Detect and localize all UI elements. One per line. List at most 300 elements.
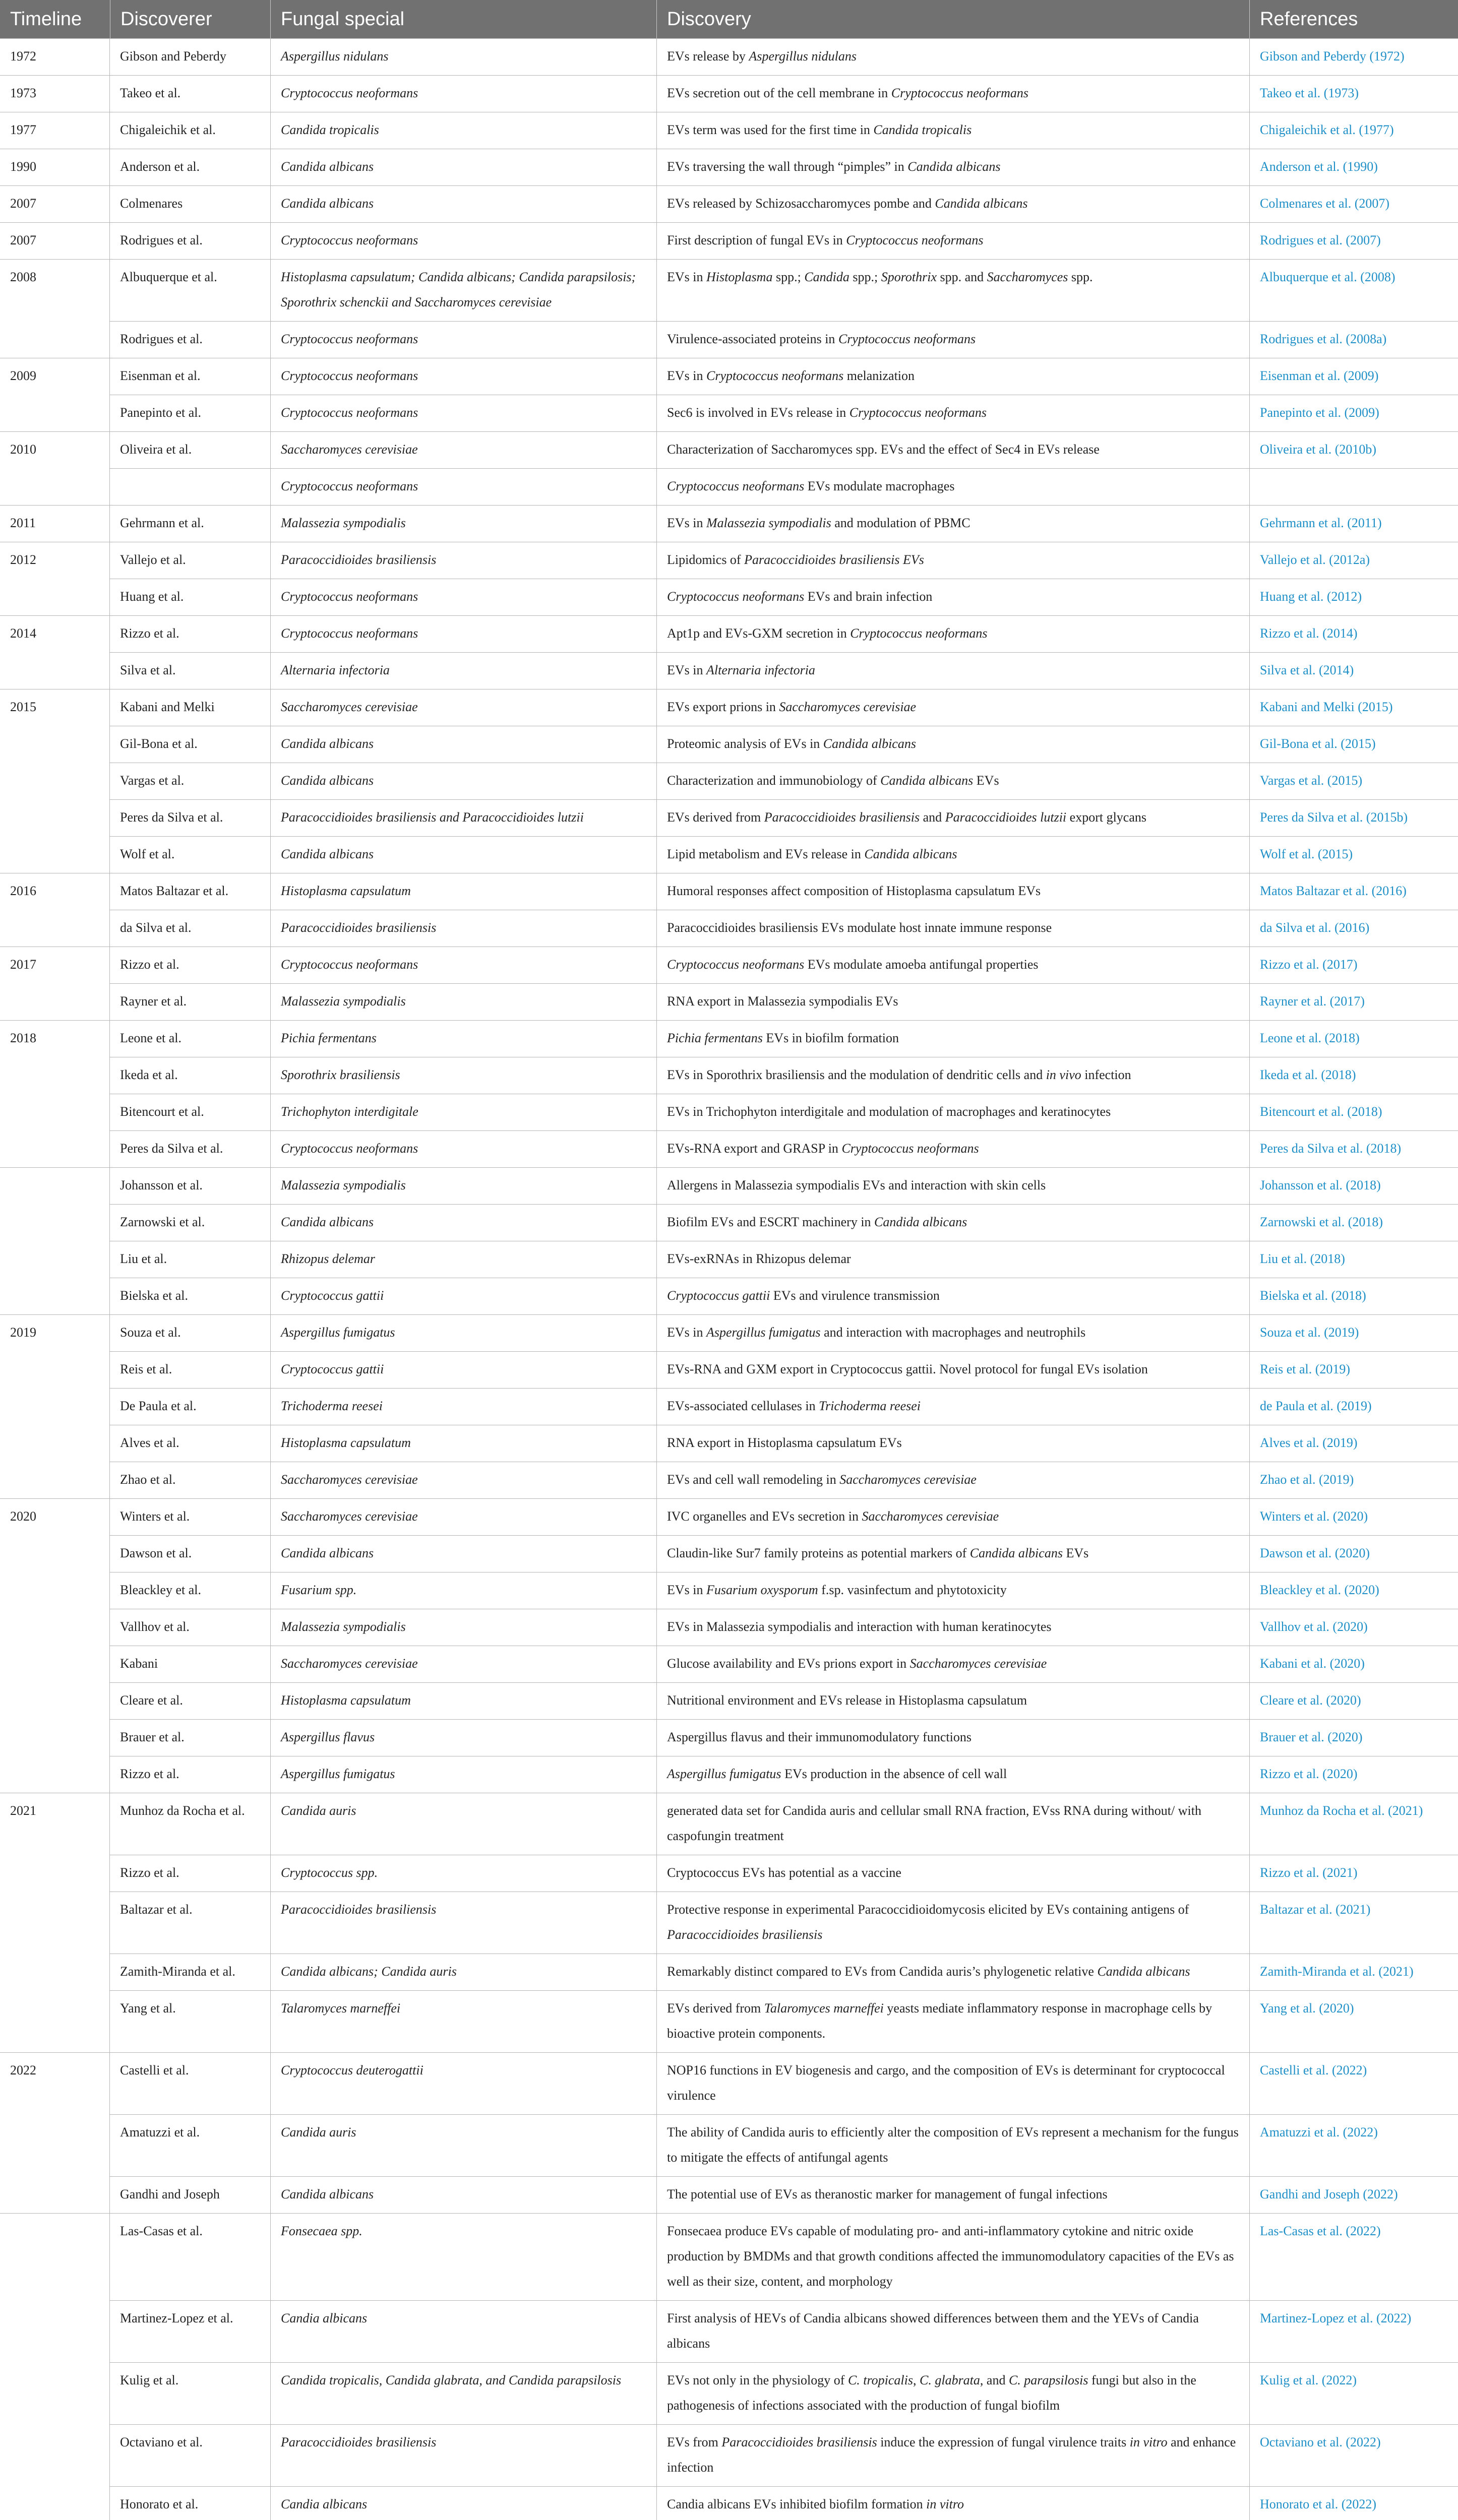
discoverer-cell: Rayner et al. [120,994,187,1009]
discovery-cell [656,1278,1249,1314]
reference-link[interactable]: Martinez-Lopez et al. (2022) [1249,2301,1458,2362]
discovery-text: infection [1081,1067,1131,1082]
reference-link[interactable]: Cleare et al. (2020) [1249,1683,1458,1719]
group-rows [110,1315,1458,1498]
timeline-year: 2012 [0,542,110,615]
table-row [110,616,1458,652]
reference-link[interactable]: Castelli et al. (2022) [1249,2053,1458,2114]
table-row [110,1315,1458,1351]
discovery-text: EVs [1062,1546,1089,1560]
timeline-group [0,149,1458,185]
fungal-species-cell: Cryptococcus neoformans [270,469,656,505]
timeline-year: 1973 [0,76,110,112]
discovery-text: EVs-associated cellulases in [667,1399,819,1413]
reference-link[interactable]: Rodrigues et al. (2008a) [1249,322,1458,358]
discovery-species: Trichoderma reesei [819,1399,921,1413]
discovery-cell [656,947,1249,983]
discovery-text: EVs in Malassezia sympodialis and interaction with human keratinocytes [667,1619,1052,1634]
discovery-cell [656,1168,1249,1204]
reference-link[interactable]: Silva et al. (2014) [1249,653,1458,689]
reference-link[interactable]: Brauer et al. (2020) [1249,1720,1458,1756]
reference-link[interactable]: Zhao et al. (2019) [1249,1462,1458,1498]
table-row [110,983,1458,1020]
discoverer-cell: Munhoz da Rocha et al. [120,1803,245,1818]
fungal-species-cell: Cryptococcus neoformans [270,947,656,983]
table-row [110,836,1458,873]
table-row [110,1892,1458,1954]
discovery-species: Aspergillus fumigatus [667,1767,781,1781]
table-row [110,1535,1458,1572]
group-rows [110,2053,1458,2213]
discovery-species: Cryptococcus gattii [667,1288,770,1303]
table-row [110,763,1458,799]
discoverer-cell: Gehrmann et al. [120,516,204,530]
discoverer-cell: Kabani [120,1656,158,1671]
fungal-species-cell: Candida albicans [270,2177,656,2213]
group-rows [110,1499,1458,1793]
discovery-species: Candida albicans [864,847,957,861]
discovery-species: C. glabrata [920,2373,980,2387]
discovery-text: EVs and virulence transmission [770,1288,940,1303]
reference-link[interactable]: Bielska et al. (2018) [1249,1278,1458,1314]
timeline-year: 2016 [0,873,110,947]
discovery-cell [656,542,1249,579]
discovery-cell [656,76,1249,112]
group-rows [110,542,1458,615]
table-row [110,542,1458,579]
reference-link[interactable]: Munhoz da Rocha et al. (2021) [1249,1793,1458,1855]
fungal-species-cell: Candida albicans; Candida auris [270,1954,656,1990]
discoverer-cell: Amatuzzi et al. [120,2125,200,2139]
reference-link[interactable]: Albuquerque et al. (2008) [1249,260,1458,321]
discovery-species: Sporothrix [881,270,937,284]
discovery-cell [656,395,1249,431]
discovery-cell [656,1131,1249,1167]
reference-link[interactable]: de Paula et al. (2019) [1249,1389,1458,1425]
discovery-text: EVs in biofilm formation [762,1031,899,1045]
timeline-group [0,1314,1458,1498]
discovery-cell [656,2053,1249,2114]
discovery-text: , [913,2373,920,2387]
discovery-species: Candida albicans [1097,1964,1190,1979]
group-rows [110,112,1458,149]
discoverer-cell: Rizzo et al. [120,957,179,972]
group-rows [110,1793,1458,2052]
fungal-species-cell: Cryptococcus neoformans [270,1131,656,1167]
discovery-cell [656,186,1249,222]
reference-link[interactable] [1249,469,1458,505]
discovery-species: Candida albicans [823,736,916,751]
table-row [110,1990,1458,2052]
discovery-text: export glycans [1066,810,1146,825]
discovery-text: spp.; [772,270,805,284]
discovery-species: Paracoccidioides brasiliensis [764,810,920,825]
reference-link[interactable]: Liu et al. (2018) [1249,1241,1458,1278]
discovery-cell [656,1094,1249,1130]
timeline-group [0,689,1458,873]
reference-link[interactable]: Gandhi and Joseph (2022) [1249,2177,1458,2213]
group-rows [110,1021,1458,1167]
fungal-species-cell: Cryptococcus neoformans [270,616,656,652]
fungal-species-cell: Paracoccidioides brasiliensis [270,910,656,947]
fungal-species-cell: Sporothrix brasiliensis [270,1057,656,1094]
group-rows [110,223,1458,259]
fungal-species-cell: Candia albicans [270,2301,656,2362]
timeline-group [0,1020,1458,1167]
group-rows [110,1168,1458,1314]
table-row [110,1057,1458,1094]
discovery-text: , and [980,2373,1009,2387]
reference-link[interactable]: Octaviano et al. (2022) [1249,2425,1458,2486]
table-row [110,432,1458,468]
timeline-year [0,1168,110,1314]
reference-link[interactable]: Gil-Bona et al. (2015) [1249,726,1458,763]
timeline-group [0,2052,1458,2213]
fungal-species-cell: Paracoccidioides brasiliensis [270,2425,656,2486]
discovery-cell [656,2363,1249,2424]
reference-link[interactable]: Oliveira et al. (2010b) [1249,432,1458,468]
fungal-species-cell: Cryptococcus deuterogattii [270,2053,656,2114]
table-row [110,910,1458,947]
fungal-species-cell: Cryptococcus neoformans [270,579,656,615]
discovery-text: induce the expression of fungal virulence traits [877,2435,1130,2449]
discoverer-cell: Alves et al. [120,1435,179,1450]
table-row [110,260,1458,321]
discovery-text: Lipidomics of [667,552,745,567]
discoverer-cell: Las-Casas et al. [120,2224,203,2238]
discoverer-cell: Ikeda et al. [120,1067,178,1082]
discoverer-cell: Rizzo et al. [120,626,179,641]
discovery-text: EVs release by [667,49,749,64]
discovery-cell [656,2301,1249,2362]
discovery-species: Saccharomyces cerevisiae [779,700,917,714]
discovery-species: Aspergillus fumigatus [706,1325,821,1340]
fungal-species-cell: Candida albicans [270,837,656,873]
discoverer-cell: Takeo et al. [120,86,181,100]
discovery-cell [656,1991,1249,2052]
table-body [0,38,1458,2520]
reference-link[interactable]: Colmenares et al. (2007) [1249,186,1458,222]
discovery-text: Glucose availability and EVs prions export in [667,1656,910,1671]
fungal-species-cell: Candida auris [270,1793,656,1855]
discovery-species: Cryptococcus neoformans [846,233,984,247]
discovery-text: IVC organelles and EVs secretion in [667,1509,862,1524]
discoverer-cell: Rodrigues et al. [120,233,203,247]
fungal-species-cell: Candida auris [270,2115,656,2176]
table-row [110,506,1458,542]
reference-link[interactable]: Rizzo et al. (2017) [1249,947,1458,983]
reference-link[interactable]: Vallejo et al. (2012a) [1249,542,1458,579]
discovery-species: Saccharomyces cerevisiae [909,1656,1047,1671]
fungal-species-cell: Cryptococcus neoformans [270,76,656,112]
table-row [110,112,1458,149]
discoverer-cell: Kulig et al. [120,2373,179,2387]
reference-link[interactable]: Peres da Silva et al. (2018) [1249,1131,1458,1167]
reference-link[interactable]: Chigaleichik et al. (1977) [1249,112,1458,149]
fungal-species-cell: Candida albicans [270,149,656,185]
table-row [110,2300,1458,2362]
fungal-species-cell: Candida albicans [270,763,656,799]
timeline-year: 2007 [0,223,110,259]
table-row [110,186,1458,222]
timeline-year: 2020 [0,1499,110,1793]
timeline-group [0,947,1458,1020]
reference-link[interactable]: Baltazar et al. (2021) [1249,1892,1458,1954]
group-rows [110,186,1458,222]
timeline-group [0,358,1458,431]
reference-link[interactable]: Zamith-Miranda et al. (2021) [1249,1954,1458,1990]
reference-link[interactable]: Panepinto et al. (2009) [1249,395,1458,431]
discovery-species: Candida tropicalis [873,122,972,137]
discovery-cell [656,1315,1249,1351]
discovery-cell [656,1720,1249,1756]
discoverer-cell: Zamith-Miranda et al. [120,1964,235,1979]
reference-link[interactable]: Vargas et al. (2015) [1249,763,1458,799]
discovery-species: Saccharomyces [987,270,1068,284]
discoverer-cell: Oliveira et al. [120,442,192,457]
reference-link[interactable]: Bitencourt et al. (2018) [1249,1094,1458,1130]
discovery-species: in vitro [1129,2435,1168,2449]
discovery-text: Proteomic analysis of EVs in [667,736,823,751]
fungal-species-cell: Trichoderma reesei [270,1389,656,1425]
reference-link[interactable]: Souza et al. (2019) [1249,1315,1458,1351]
timeline-year: 2010 [0,432,110,505]
table-row [110,1425,1458,1462]
discovery-text: EVs from [667,2435,722,2449]
discovery-cell [656,1793,1249,1855]
reference-link[interactable]: Huang et al. (2012) [1249,579,1458,615]
reference-link[interactable]: Reis et al. (2019) [1249,1352,1458,1388]
header-discovery: Discovery [656,0,1249,38]
discovery-cell [656,223,1249,259]
timeline-year: 2018 [0,1021,110,1167]
fungal-species-cell: Candida albicans [270,186,656,222]
discovery-text: Allergens in Malassezia sympodialis EVs and interaction with skin cells [667,1178,1046,1192]
discovery-cell [656,653,1249,689]
discovery-species: C. tropicalis [847,2373,913,2387]
discoverer-cell: Baltazar et al. [120,1902,193,1917]
table-row [110,321,1458,358]
reference-link[interactable]: Anderson et al. (1990) [1249,149,1458,185]
table-row [110,2486,1458,2520]
discovery-species: Pichia fermentans [667,1031,763,1045]
discovery-species: Candida albicans [969,1546,1063,1560]
discovery-text: EVs in [667,516,706,530]
discovery-text: Characterization of Saccharomyces spp. EVs and the effect of Sec4 in EVs release [667,442,1100,457]
discovery-text: EVs derived from [667,2001,764,2015]
fungal-species-cell: Aspergillus fumigatus [270,1315,656,1351]
table-row [110,1130,1458,1167]
group-rows [110,616,1458,689]
reference-link[interactable]: Gehrmann et al. (2011) [1249,506,1458,542]
discovery-species: Paracoccidioides lutzii [945,810,1067,825]
reference-link[interactable]: da Silva et al. (2016) [1249,910,1458,947]
fungal-species-cell: Rhizopus delemar [270,1241,656,1278]
discovery-text: EVs [973,773,999,788]
discovery-text: EVs and brain infection [804,589,933,604]
discoverer-cell: Honorato et al. [120,2497,199,2511]
fungal-species-cell: Fonsecaea spp. [270,2214,656,2300]
timeline-group [0,75,1458,112]
reference-link[interactable]: Kabani and Melki (2015) [1249,689,1458,726]
table-row [110,2362,1458,2424]
discovery-text: EVs-exRNAs in Rhizopus delemar [667,1251,851,1266]
table-row [110,799,1458,836]
reference-link[interactable]: Kabani et al. (2020) [1249,1646,1458,1682]
reference-link[interactable]: Yang et al. (2020) [1249,1991,1458,2052]
reference-link[interactable]: Dawson et al. (2020) [1249,1536,1458,1572]
discovery-species: C. parapsilosis [1008,2373,1088,2387]
discoverer-cell: Bielska et al. [120,1288,189,1303]
fungal-species-cell: Alternaria infectoria [270,653,656,689]
timeline-year: 2009 [0,358,110,431]
reference-link[interactable]: Zarnowski et al. (2018) [1249,1205,1458,1241]
table-row [110,2114,1458,2176]
timeline-year: 1977 [0,112,110,149]
table-row [110,947,1458,983]
discovery-text: and [920,810,945,825]
discovery-cell [656,112,1249,149]
discoverer-cell: Castelli et al. [120,2063,189,2077]
table-row [110,1855,1458,1892]
reference-link[interactable]: Ikeda et al. (2018) [1249,1057,1458,1094]
reference-link[interactable]: Rayner et al. (2017) [1249,984,1458,1020]
timeline-year: 2008 [0,260,110,358]
discovery-text: spp.; [849,270,881,284]
group-rows [110,149,1458,185]
table-row [110,39,1458,75]
table-row [110,2214,1458,2300]
discovery-species: Candida albicans [874,1215,967,1229]
table-row [110,1204,1458,1241]
discovery-text: Remarkably distinct compared to EVs from Candida auris’s phylogenetic relative [667,1964,1098,1979]
discoverer-cell: Matos Baltazar et al. [120,884,229,898]
reference-link[interactable]: Amatuzzi et al. (2022) [1249,2115,1458,2176]
reference-link[interactable]: Rodrigues et al. (2007) [1249,223,1458,259]
discovery-text: NOP16 functions in EV biogenesis and cargo, and the composition of EVs is determinant for cryptococcal virulence [667,2063,1225,2103]
table-row [110,1793,1458,1855]
fungal-species-cell: Saccharomyces cerevisiae [270,432,656,468]
timeline-group [0,431,1458,505]
fungal-species-cell: Cryptococcus gattii [270,1278,656,1314]
timeline-group [0,1793,1458,2052]
discovery-text: melanization [843,368,915,383]
reference-link[interactable]: Peres da Silva et al. (2015b) [1249,800,1458,836]
table-row [110,579,1458,615]
reference-link[interactable]: Bleackley et al. (2020) [1249,1572,1458,1609]
reference-link[interactable]: Johansson et al. (2018) [1249,1168,1458,1204]
discovery-cell [656,1572,1249,1609]
reference-link[interactable]: Leone et al. (2018) [1249,1021,1458,1057]
discoverer-cell: Rizzo et al. [120,1767,179,1781]
reference-link[interactable]: Vallhov et al. (2020) [1249,1609,1458,1646]
discoverer-cell: Wolf et al. [120,847,175,861]
fungal-species-cell: Saccharomyces cerevisiae [270,1499,656,1535]
fungal-species-cell: Paracoccidioides brasiliensis and Paracoccidioides lutzii [270,800,656,836]
timeline-year: 2021 [0,1793,110,2052]
discovery-text: Apt1p and EVs-GXM secretion in [667,626,850,641]
discovery-text: Biofilm EVs and ESCRT machinery in [667,1215,875,1229]
discoverer-cell: Huang et al. [120,589,184,604]
discovery-cell [656,2177,1249,2213]
discovery-cell [656,1609,1249,1646]
fungal-species-cell: Candida tropicalis [270,112,656,149]
timeline-year: 2017 [0,947,110,1020]
fungal-species-cell: Histoplasma capsulatum [270,1683,656,1719]
discovery-text: Claudin-like Sur7 family proteins as potential markers of [667,1546,970,1560]
reference-link[interactable]: Wolf et al. (2015) [1249,837,1458,873]
group-rows [110,260,1458,358]
discovery-species: Cryptococcus neoformans [891,86,1028,100]
fungal-species-cell: Saccharomyces cerevisiae [270,689,656,726]
reference-link[interactable]: Honorato et al. (2022) [1249,2487,1458,2520]
reference-link[interactable]: Eisenman et al. (2009) [1249,358,1458,395]
discovery-species: Cryptococcus neoformans [667,589,805,604]
discovery-species: Cryptococcus neoformans [706,368,844,383]
discovery-text: EVs export prions in [667,700,779,714]
fungal-species-cell: Malassezia sympodialis [270,506,656,542]
reference-link[interactable]: Las-Casas et al. (2022) [1249,2214,1458,2300]
group-rows [110,2214,1458,2520]
reference-link[interactable]: Rizzo et al. (2020) [1249,1756,1458,1793]
reference-link[interactable]: Kulig et al. (2022) [1249,2363,1458,2424]
discovery-cell [656,1954,1249,1990]
discovery-text: Lipid metabolism and EVs release in [667,847,865,861]
reference-link[interactable]: Rizzo et al. (2014) [1249,616,1458,652]
timeline-year: 2022 [0,2053,110,2213]
discovery-species: Candida albicans [880,773,974,788]
discovery-cell [656,1646,1249,1682]
fungal-species-cell: Saccharomyces cerevisiae [270,1462,656,1498]
reference-link[interactable]: Matos Baltazar et al. (2016) [1249,873,1458,910]
discovery-text: EVs in Sporothrix brasiliensis and the modulation of dendritic cells and [667,1067,1046,1082]
discoverer-cell: Reis et al. [120,1362,172,1376]
discoverer-cell: Peres da Silva et al. [120,810,223,825]
discovery-cell [656,260,1249,321]
discovery-text: Characterization and immunobiology of [667,773,881,788]
discovery-text: EVs released by Schizosaccharomyces pombe and [667,196,935,211]
reference-link[interactable]: Takeo et al. (1973) [1249,76,1458,112]
discovery-species: Candida [804,270,849,284]
table-row [110,1278,1458,1314]
reference-link[interactable]: Gibson and Peberdy (1972) [1249,39,1458,75]
discovery-text: and modulation of PBMC [831,516,970,530]
discovery-species: in vivo [1046,1067,1081,1082]
table-row [110,652,1458,689]
discoverer-cell: Kabani and Melki [120,700,215,714]
discovery-cell [656,873,1249,910]
discoverer-cell: De Paula et al. [120,1399,197,1413]
discovery-text: f.sp. vasinfectum and phytotoxicity [818,1583,1007,1597]
group-rows [110,689,1458,873]
discoverer-cell: Gibson and Peberdy [120,49,226,64]
reference-link[interactable]: Rizzo et al. (2021) [1249,1855,1458,1892]
discovery-text: EVs in [667,663,706,677]
discovery-text: EVs secretion out of the cell membrane in [667,86,891,100]
discovery-text: EVs and cell wall remodeling in [667,1472,840,1487]
reference-link[interactable]: Winters et al. (2020) [1249,1499,1458,1535]
discoverer-cell: Leone et al. [120,1031,181,1045]
discovery-cell [656,910,1249,947]
discoverer-cell: Zhao et al. [120,1472,176,1487]
discovery-cell [656,2115,1249,2176]
discovery-text: EVs in [667,1325,706,1340]
discovery-species: Alternaria infectoria [706,663,815,677]
discoverer-cell: Panepinto et al. [120,405,202,420]
reference-link[interactable]: Alves et al. (2019) [1249,1425,1458,1462]
discovery-cell [656,358,1249,395]
discovery-text: First analysis of HEVs of Candia albicans showed differences between them and the YEVs of Candia albicans [667,2311,1199,2351]
